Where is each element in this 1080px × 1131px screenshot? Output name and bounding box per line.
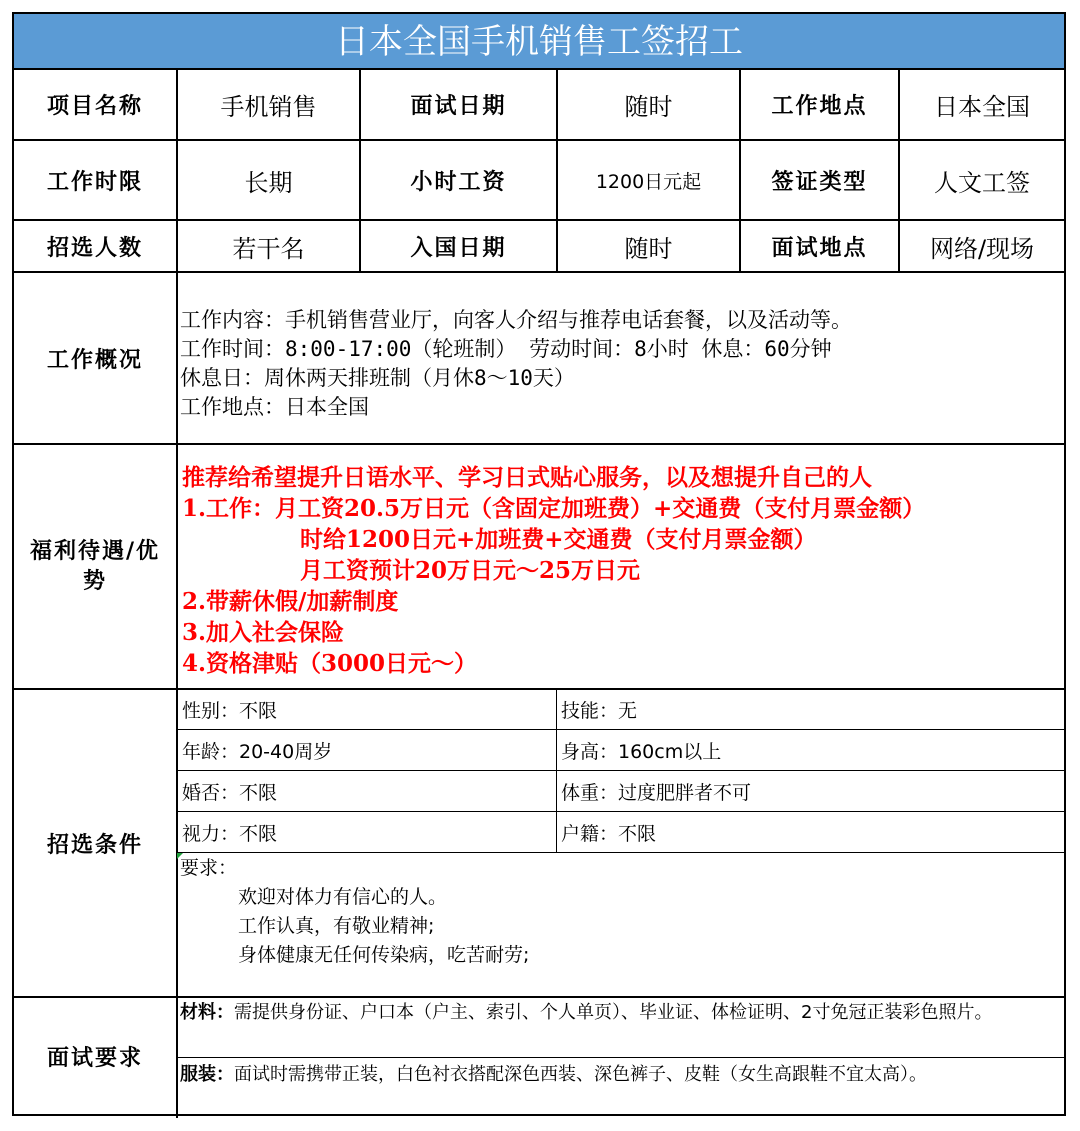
overview-line: 休息日：周休两天排班制（月休8～10天） [180, 366, 575, 390]
label-interview-location: 面试地点 [771, 235, 868, 261]
condition-marital: 婚否：不限 [182, 781, 278, 804]
condition-age: 年龄：20-40周岁 [182, 740, 333, 763]
label-work-term: 工作时限 [46, 169, 143, 195]
overview-line: 工作地点：日本全国 [180, 395, 369, 419]
benefit-line: 时给1200日元+加班费+交通费（支付月票金额） [300, 526, 817, 553]
value-entry-date: 随时 [624, 234, 673, 263]
materials-text: 需提供身份证、户口本（户主、索引、个人单页）、毕业证、体检证明、2寸免冠正装彩色照片。 [234, 1002, 993, 1023]
benefit-line: 月工资预计20万日元～25万日元 [300, 557, 641, 584]
overview-line: 工作内容：手机销售营业厅，向客人介绍与推荐电话套餐，以及活动等。 [180, 308, 852, 332]
value-visa-type: 人文工签 [934, 168, 1030, 197]
requirement-line: 工作认真，有敬业精神; [238, 915, 435, 937]
dress-key: 服装： [180, 1064, 234, 1085]
benefit-line: 2.带薪休假/加薪制度 [182, 588, 399, 615]
label-work-location: 工作地点 [771, 94, 868, 119]
label-entry-date: 入国日期 [410, 235, 507, 261]
condition-gender: 性别：不限 [182, 700, 278, 722]
label-job-overview: 工作概况 [46, 347, 143, 373]
value-work-location: 日本全国 [934, 93, 1030, 121]
benefit-line: 3.加入社会保险 [182, 619, 345, 646]
benefit-line: 4.资格津贴（3000日元～） [182, 650, 478, 677]
label-conditions: 招选条件 [46, 832, 143, 858]
requirements [180, 854, 529, 970]
condition-skills: 技能：无 [561, 700, 638, 722]
value-hourly-wage: 1200日元起 [595, 170, 702, 193]
label-project-name: 项目名称 [46, 94, 143, 119]
job-overview [180, 306, 1060, 422]
label-visa-type: 签证类型 [771, 169, 868, 195]
requirement-line: 欢迎对体力有信心的人。 [238, 886, 448, 908]
condition-hukou: 户籍：不限 [561, 822, 657, 845]
value-interview-date: 随时 [624, 93, 673, 121]
materials-key: 材料： [180, 1002, 234, 1023]
label-hourly-wage: 小时工资 [410, 169, 507, 195]
condition-vision: 视力：不限 [182, 822, 278, 845]
label-headcount: 招选人数 [46, 235, 143, 261]
label-interview-date: 面试日期 [410, 94, 507, 119]
benefit-line: 推荐给希望提升日语水平、学习日式贴心服务，以及想提升自己的人 [182, 464, 872, 491]
benefit-line: 1.工作：月工资20.5万日元（含固定加班费）+交通费（支付月票金额） [182, 495, 926, 522]
dress-text: 面试时需携带正装，白色衬衣搭配深色西装、深色裤子、皮鞋（女生高跟鞋不宜太高）。 [234, 1064, 927, 1085]
label-interview-requirements: 面试要求 [46, 1045, 143, 1071]
divider [178, 1057, 1064, 1058]
value-project-name: 手机销售 [220, 93, 317, 121]
requirements-title: 要求： [180, 857, 238, 879]
recruitment-sheet [12, 12, 1066, 1116]
condition-weight: 体重：过度肥胖者不可 [561, 781, 752, 804]
interview-materials [180, 1000, 1062, 1026]
condition-height: 身高：160cm以上 [561, 740, 722, 763]
divider [178, 852, 1064, 853]
value-interview-location: 网络/现场 [929, 234, 1035, 263]
page-title: 日本全国手机销售工签招工 [14, 14, 1064, 70]
interview-dress [180, 1062, 1062, 1088]
label-benefits: 福利待遇/优势 [29, 538, 161, 594]
benefits-list [182, 462, 1066, 679]
value-work-term: 长期 [244, 168, 293, 197]
overview-line: 工作时间：8:00-17:00（轮班制） 劳动时间：8小时 休息：60分钟 [180, 337, 832, 361]
value-headcount: 若干名 [232, 234, 305, 263]
requirement-line: 身体健康无任何传染病，吃苦耐劳; [238, 944, 530, 966]
